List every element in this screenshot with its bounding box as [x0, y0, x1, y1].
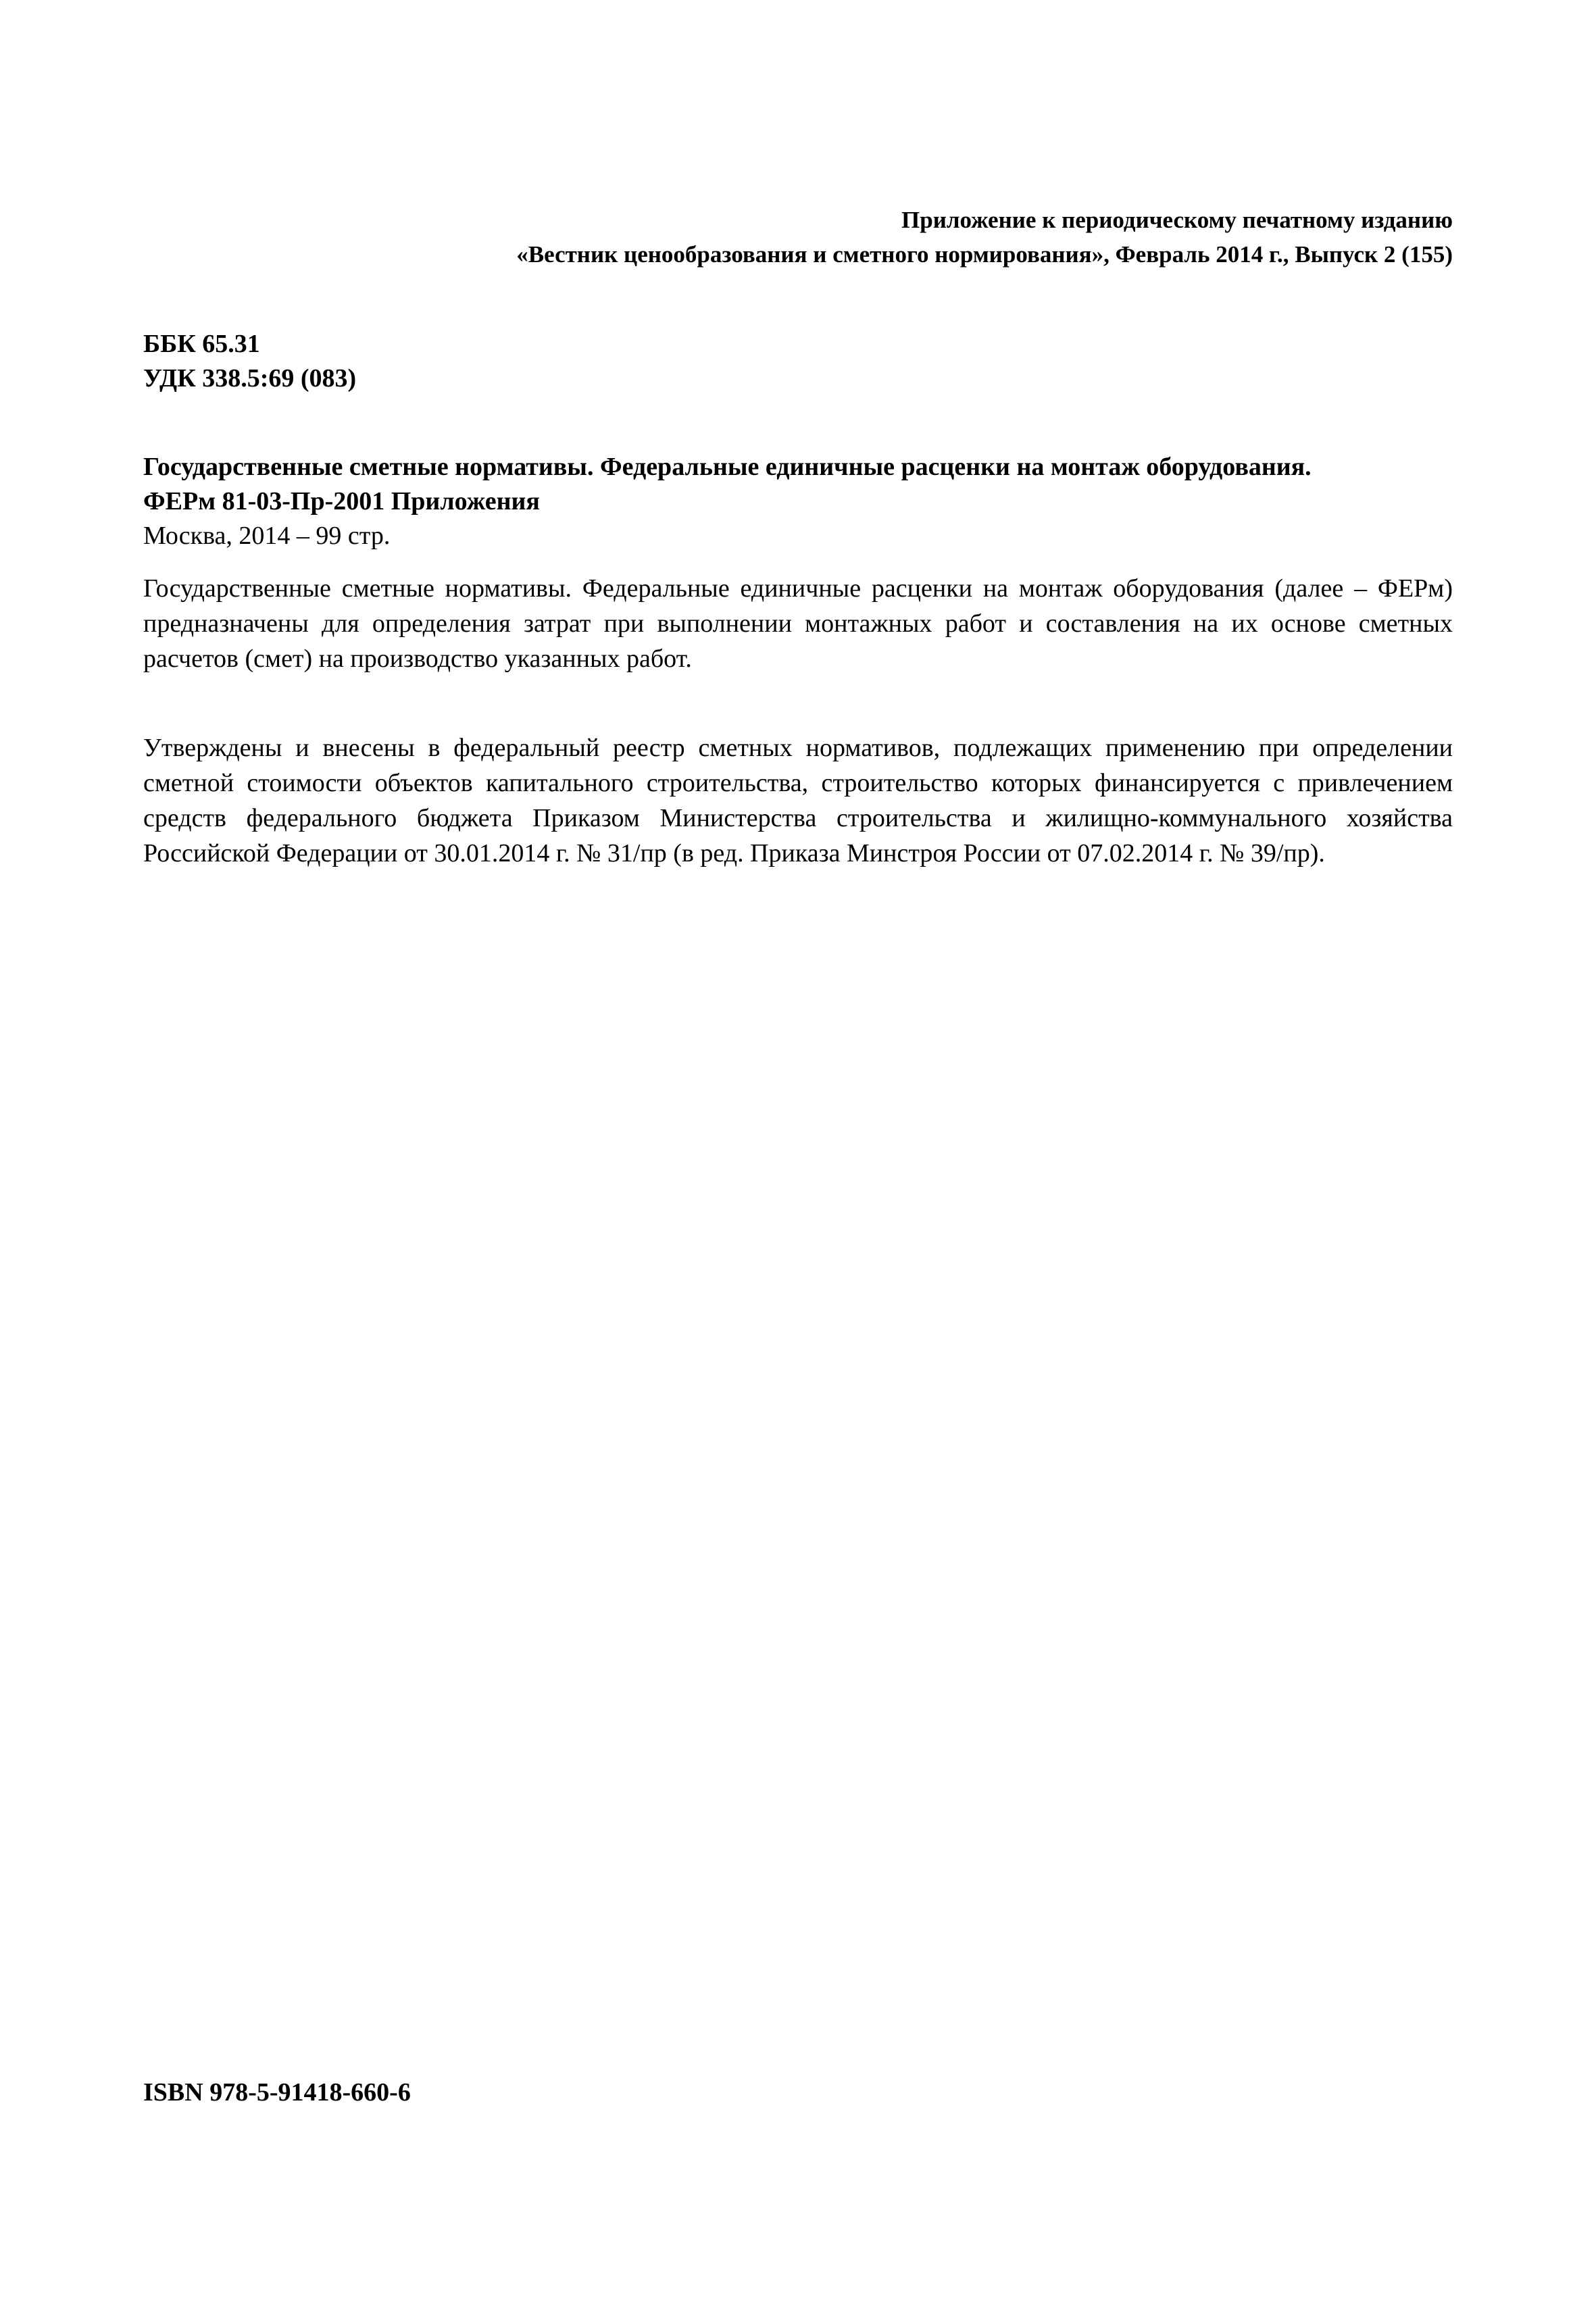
- isbn-number: ISBN 978-5-91418-660-6: [143, 2078, 411, 2107]
- imprint-line: Москва, 2014 – 99 стр.: [143, 522, 391, 550]
- document-code: ФЕРм 81-03-Пр-2001 Приложения: [143, 487, 540, 515]
- udk-code: УДК 338.5:69 (083): [143, 364, 357, 393]
- classification-codes: [143, 327, 356, 396]
- document-title: Государственные сметные нормативы. Федеральные единичные расценки на монтаж оборудования.: [143, 453, 1312, 481]
- approval-paragraph: Утверждены и внесены в федеральный реестр сметных нормативов, подлежащих применению при определении сметной стоимости объектов капитального строительства, строительство которых финансируется с привлечением средств федерального бюджета Приказом Министерства строительства и жилищно-коммунального хозяйства Российской Федерации от 30.01.2014 г. № 31/пр (в ред. Приказа Минстроя России от 07.02.2014 г. № 39/пр).: [143, 734, 1453, 867]
- description-paragraph: Государственные сметные нормативы. Федеральные единичные расценки на монтаж оборудования (далее – ФЕРм) предназначены для определения затрат при выполнении монтажных работ и составления на их основе сметных расчетов (смет) на производство указанных работ.: [143, 574, 1453, 673]
- publication-header: [236, 203, 1453, 272]
- bbk-code: ББК 65.31: [143, 330, 260, 358]
- header-line-2: «Вестник ценообразования и сметного нормирования», Февраль 2014 г., Выпуск 2 (155): [516, 241, 1453, 268]
- header-line-1: Приложение к периодическому печатному изданию: [901, 207, 1453, 233]
- document-title-block: [143, 450, 1453, 553]
